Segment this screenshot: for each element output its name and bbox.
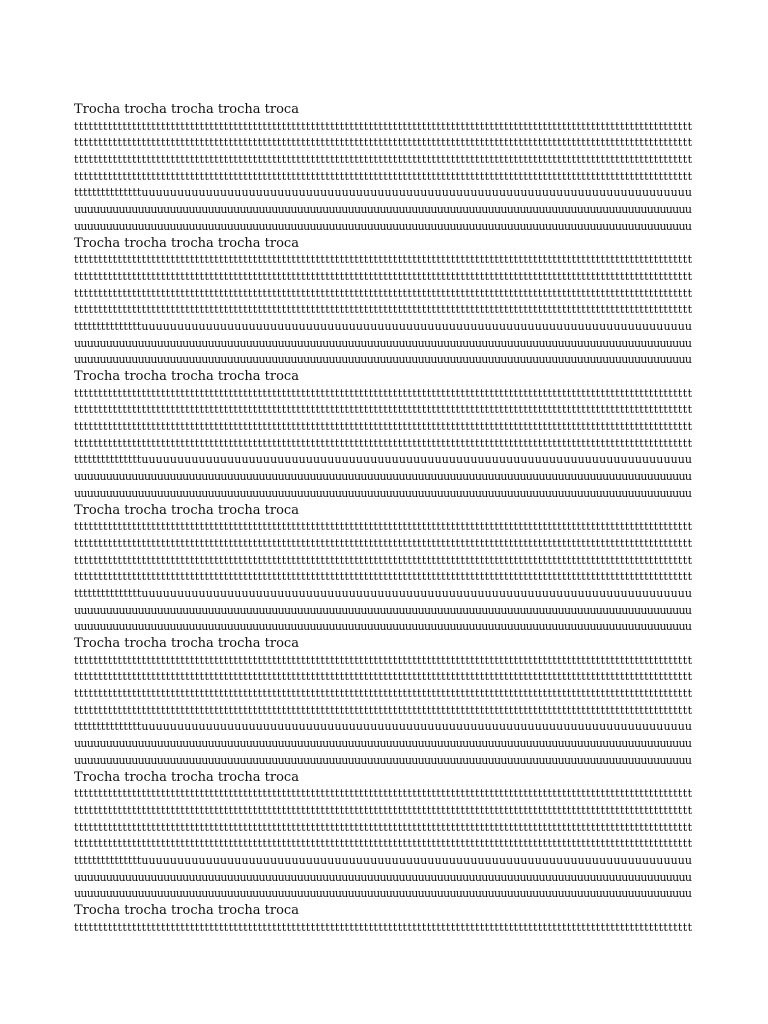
text-line: tttttttttttttttttttttttttttttttttttttttttttttttttttttttttttttttttttttttttttttttttttttttttttttttttttttttttttttttttttttttttttttttt [74,436,692,450]
block-heading: Trocha trocha trocha trocha troca [74,102,299,117]
text-line: uuuuuuuuuuuuuuuuuuuuuuuuuuuuuuuuuuuuuuuuuuuuuuuuuuuuuuuuuuuuuuuuuuuuuuuuuuuuuuuuuuuuuuuuuuuuuuuuu [74,336,692,350]
text-line: tttttttttttttttuuuuuuuuuuuuuuuuuuuuuuuuuuuuuuuuuuuuuuuuuuuuuuuuuuuuuuuuuuuuuuuuuuuuuuuuuuuuu [74,319,692,333]
text-line: tttttttttttttttttttttttttttttttttttttttttttttttttttttttttttttttttttttttttttttttttttttttttttttttttttttttttttttttttttttttttttttttt [74,420,692,434]
text-line: tttttttttttttttttttttttttttttttttttttttttttttttttttttttttttttttttttttttttttttttttttttttttttttttttttttttttttttttttttttttttttttttt [74,153,692,167]
text-line: uuuuuuuuuuuuuuuuuuuuuuuuuuuuuuuuuuuuuuuuuuuuuuuuuuuuuuuuuuuuuuuuuuuuuuuuuuuuuuuuuuuuuuuuuuuuuuuuu [74,887,692,901]
text-line: tttttttttttttttttttttttttttttttttttttttttttttttttttttttttttttttttttttttttttttttttttttttttttttttttttttttttttttttttttttttttttttttt [74,837,692,851]
text-line: uuuuuuuuuuuuuuuuuuuuuuuuuuuuuuuuuuuuuuuuuuuuuuuuuuuuuuuuuuuuuuuuuuuuuuuuuuuuuuuuuuuuuuuuuuuuuuuuu [74,603,692,617]
text-block [74,636,692,770]
text-line: tttttttttttttttttttttttttttttttttttttttttttttttttttttttttttttttttttttttttttttttttttttttttttttttttttttttttttttttttttttttttttttttt [74,269,692,283]
text-line: tttttttttttttttttttttttttttttttttttttttttttttttttttttttttttttttttttttttttttttttttttttttttttttttttttttttttttttttttttttttttttttttt [74,920,692,934]
document-body [74,102,692,936]
block-heading: Trocha trocha trocha trocha troca [74,903,299,918]
text-line: tttttttttttttttttttttttttttttttttttttttttttttttttttttttttttttttttttttttttttttttttttttttttttttttttttttttttttttttttttttttttttttttt [74,820,692,834]
text-line: tttttttttttttttttttttttttttttttttttttttttttttttttttttttttttttttttttttttttttttttttttttttttttttttttttttttttttttttttttttttttttttttt [74,119,692,133]
text-line: tttttttttttttttuuuuuuuuuuuuuuuuuuuuuuuuuuuuuuuuuuuuuuuuuuuuuuuuuuuuuuuuuuuuuuuuuuuuuuuuuuuuu [74,186,692,200]
text-line: tttttttttttttttttttttttttttttttttttttttttttttttttttttttttttttttttttttttttttttttttttttttttttttttttttttttttttttttttttttttttttttttt [74,136,692,150]
block-heading: Trocha trocha trocha trocha troca [74,502,299,518]
text-line: tttttttttttttttttttttttttttttttttttttttttttttttttttttttttttttttttttttttttttttttttttttttttttttttttttttttttttttttttttttttttttttttt [74,386,692,400]
text-line: tttttttttttttttuuuuuuuuuuuuuuuuuuuuuuuuuuuuuuuuuuuuuuuuuuuuuuuuuuuuuuuuuuuuuuuuuuuuuuuuuuuuu [74,853,692,867]
text-line: tttttttttttttttttttttttttttttttttttttttttttttttttttttttttttttttttttttttttttttttttttttttttttttttttttttttttttttttttttttttttttttttt [74,303,692,317]
block-heading: Trocha trocha trocha trocha troca [74,769,299,785]
text-block [74,102,692,236]
text-line: tttttttttttttttttttttttttttttttttttttttttttttttttttttttttttttttttttttttttttttttttttttttttttttttttttttttttttttttttttttttttttttttt [74,553,692,567]
block-heading: Trocha trocha trocha trocha troca [74,369,299,384]
block-heading: Trocha trocha trocha trocha troca [74,636,299,651]
text-line: uuuuuuuuuuuuuuuuuuuuuuuuuuuuuuuuuuuuuuuuuuuuuuuuuuuuuuuuuuuuuuuuuuuuuuuuuuuuuuuuuuuuuuuuuuuuuuuuu [74,620,692,634]
text-line: tttttttttttttttttttttttttttttttttttttttttttttttttttttttttttttttttttttttttttttttttttttttttttttttttttttttttttttttttttttttttttttttt [74,787,692,801]
text-line: uuuuuuuuuuuuuuuuuuuuuuuuuuuuuuuuuuuuuuuuuuuuuuuuuuuuuuuuuuuuuuuuuuuuuuuuuuuuuuuuuuuuuuuuuuuuuuuuu [74,203,692,217]
text-line: tttttttttttttttttttttttttttttttttttttttttttttttttttttttttttttttttttttttttttttttttttttttttttttttttttttttttttttttttttttttttttttttt [74,670,692,684]
text-line: uuuuuuuuuuuuuuuuuuuuuuuuuuuuuuuuuuuuuuuuuuuuuuuuuuuuuuuuuuuuuuuuuuuuuuuuuuuuuuuuuuuuuuuuuuuuuuuuu [74,219,692,233]
text-block [74,236,692,370]
text-line: tttttttttttttttuuuuuuuuuuuuuuuuuuuuuuuuuuuuuuuuuuuuuuuuuuuuuuuuuuuuuuuuuuuuuuuuuuuuuuuuuuuuu [74,586,692,600]
text-line: tttttttttttttttttttttttttttttttttttttttttttttttttttttttttttttttttttttttttttttttttttttttttttttttttttttttttttttttttttttttttttttttt [74,403,692,417]
text-line: tttttttttttttttttttttttttttttttttttttttttttttttttttttttttttttttttttttttttttttttttttttttttttttttttttttttttttttttttttttttttttttttt [74,169,692,183]
text-line: uuuuuuuuuuuuuuuuuuuuuuuuuuuuuuuuuuuuuuuuuuuuuuuuuuuuuuuuuuuuuuuuuuuuuuuuuuuuuuuuuuuuuuuuuuuuuuuuu [74,486,692,500]
text-line: tttttttttttttttttttttttttttttttttttttttttttttttttttttttttttttttttttttttttttttttttttttttttttttttttttttttttttttttttttttttttttttttt [74,653,692,667]
text-line: uuuuuuuuuuuuuuuuuuuuuuuuuuuuuuuuuuuuuuuuuuuuuuuuuuuuuuuuuuuuuuuuuuuuuuuuuuuuuuuuuuuuuuuuuuuuuuuuu [74,353,692,367]
text-line: tttttttttttttttuuuuuuuuuuuuuuuuuuuuuuuuuuuuuuuuuuuuuuuuuuuuuuuuuuuuuuuuuuuuuuuuuuuuuuuuuuuuu [74,453,692,467]
text-block [74,770,692,904]
text-line: tttttttttttttttttttttttttttttttttttttttttttttttttttttttttttttttttttttttttttttttttttttttttttttttttttttttttttttttttttttttttttttttt [74,536,692,550]
text-line: uuuuuuuuuuuuuuuuuuuuuuuuuuuuuuuuuuuuuuuuuuuuuuuuuuuuuuuuuuuuuuuuuuuuuuuuuuuuuuuuuuuuuuuuuuuuuuuuu [74,753,692,767]
text-line: tttttttttttttttttttttttttttttttttttttttttttttttttttttttttttttttttttttttttttttttttttttttttttttttttttttttttttttttttttttttttttttttt [74,687,692,701]
text-block [74,369,692,503]
text-block [74,503,692,637]
text-line: tttttttttttttttttttttttttttttttttttttttttttttttttttttttttttttttttttttttttttttttttttttttttttttttttttttttttttttttttttttttttttttttt [74,253,692,267]
text-block [74,903,692,936]
text-line: uuuuuuuuuuuuuuuuuuuuuuuuuuuuuuuuuuuuuuuuuuuuuuuuuuuuuuuuuuuuuuuuuuuuuuuuuuuuuuuuuuuuuuuuuuuuuuuuu [74,470,692,484]
text-line: tttttttttttttttuuuuuuuuuuuuuuuuuuuuuuuuuuuuuuuuuuuuuuuuuuuuuuuuuuuuuuuuuuuuuuuuuuuuuuuuuuuuu [74,720,692,734]
text-line: uuuuuuuuuuuuuuuuuuuuuuuuuuuuuuuuuuuuuuuuuuuuuuuuuuuuuuuuuuuuuuuuuuuuuuuuuuuuuuuuuuuuuuuuuuuuuuuuu [74,870,692,884]
text-line: tttttttttttttttttttttttttttttttttttttttttttttttttttttttttttttttttttttttttttttttttttttttttttttttttttttttttttttttttttttttttttttttt [74,803,692,817]
block-heading: Trocha trocha trocha trocha troca [74,235,299,251]
text-line: tttttttttttttttttttttttttttttttttttttttttttttttttttttttttttttttttttttttttttttttttttttttttttttttttttttttttttttttttttttttttttttttt [74,570,692,584]
text-line: tttttttttttttttttttttttttttttttttttttttttttttttttttttttttttttttttttttttttttttttttttttttttttttttttttttttttttttttttttttttttttttttt [74,286,692,300]
text-line: tttttttttttttttttttttttttttttttttttttttttttttttttttttttttttttttttttttttttttttttttttttttttttttttttttttttttttttttttttttttttttttttt [74,703,692,717]
text-line: uuuuuuuuuuuuuuuuuuuuuuuuuuuuuuuuuuuuuuuuuuuuuuuuuuuuuuuuuuuuuuuuuuuuuuuuuuuuuuuuuuuuuuuuuuuuuuuuu [74,737,692,751]
text-line: tttttttttttttttttttttttttttttttttttttttttttttttttttttttttttttttttttttttttttttttttttttttttttttttttttttttttttttttttttttttttttttttt [74,520,692,534]
